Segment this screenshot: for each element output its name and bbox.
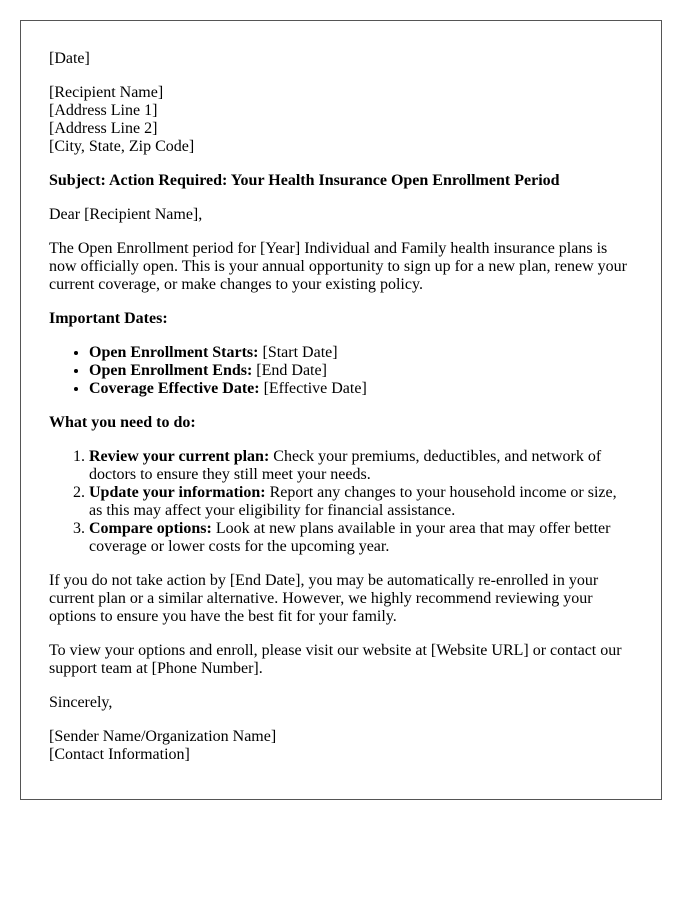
date: [Date] xyxy=(49,50,90,67)
date-label: Open Enrollment Starts: xyxy=(89,344,259,361)
date-item xyxy=(89,380,632,398)
intro-paragraph: The Open Enrollment period for [Year] Individual and Family health insurance plans is now officially open. This is your annual opportunity to sign up for a new plan, renew your current coverage, or make changes to your existing policy. xyxy=(49,240,627,293)
date-item xyxy=(89,362,632,380)
date-label: Coverage Effective Date: xyxy=(89,380,260,397)
subject-line: Subject: Action Required: Your Health Insurance Open Enrollment Period xyxy=(49,172,560,189)
sender-contact: [Contact Information] xyxy=(49,746,190,763)
todo-heading: What you need to do: xyxy=(49,414,196,431)
date-value: [End Date] xyxy=(252,362,327,379)
todo-list xyxy=(49,448,632,556)
sender-name: [Sender Name/Organization Name] xyxy=(49,728,277,745)
todo-label: Compare options: xyxy=(89,520,212,537)
todo-text: Report any changes to your household income or size, as this may affect your eligibility for financial assistance. xyxy=(89,484,617,519)
date-label: Open Enrollment Ends: xyxy=(89,362,253,379)
letter xyxy=(20,20,662,800)
todo-label: Update your information: xyxy=(89,484,266,501)
greeting: Dear [Recipient Name], xyxy=(49,206,203,223)
warning-paragraph: If you do not take action by [End Date], you may be automatically re-enrolled in your current plan or a similar alternative. However, we highly recommend reviewing your options to ensure you have the best fit for your family. xyxy=(49,572,599,625)
todo-label: Review your current plan: xyxy=(89,448,270,465)
date-item xyxy=(89,344,632,362)
recipient-address xyxy=(49,84,632,156)
todo-text: Check your premiums, deductibles, and network of doctors to ensure they still meet your needs. xyxy=(89,448,602,483)
todo-item xyxy=(89,448,632,484)
city-state-zip: [City, State, Zip Code] xyxy=(49,138,195,155)
sender-block xyxy=(49,728,632,764)
dates-list xyxy=(49,344,632,398)
date-value: [Start Date] xyxy=(258,344,338,361)
closing: Sincerely, xyxy=(49,694,113,711)
contact-paragraph: To view your options and enroll, please visit our website at [Website URL] or contact our support team at [Phone Number]. xyxy=(49,642,622,677)
dates-heading: Important Dates: xyxy=(49,310,168,327)
todo-item xyxy=(89,520,632,556)
recipient-name: [Recipient Name] xyxy=(49,84,164,101)
todo-text: Look at new plans available in your area that may offer better coverage or lower costs for the upcoming year. xyxy=(89,520,611,555)
address-line-1: [Address Line 1] xyxy=(49,102,158,119)
todo-item xyxy=(89,484,632,520)
address-line-2: [Address Line 2] xyxy=(49,120,158,137)
date-value: [Effective Date] xyxy=(259,380,367,397)
